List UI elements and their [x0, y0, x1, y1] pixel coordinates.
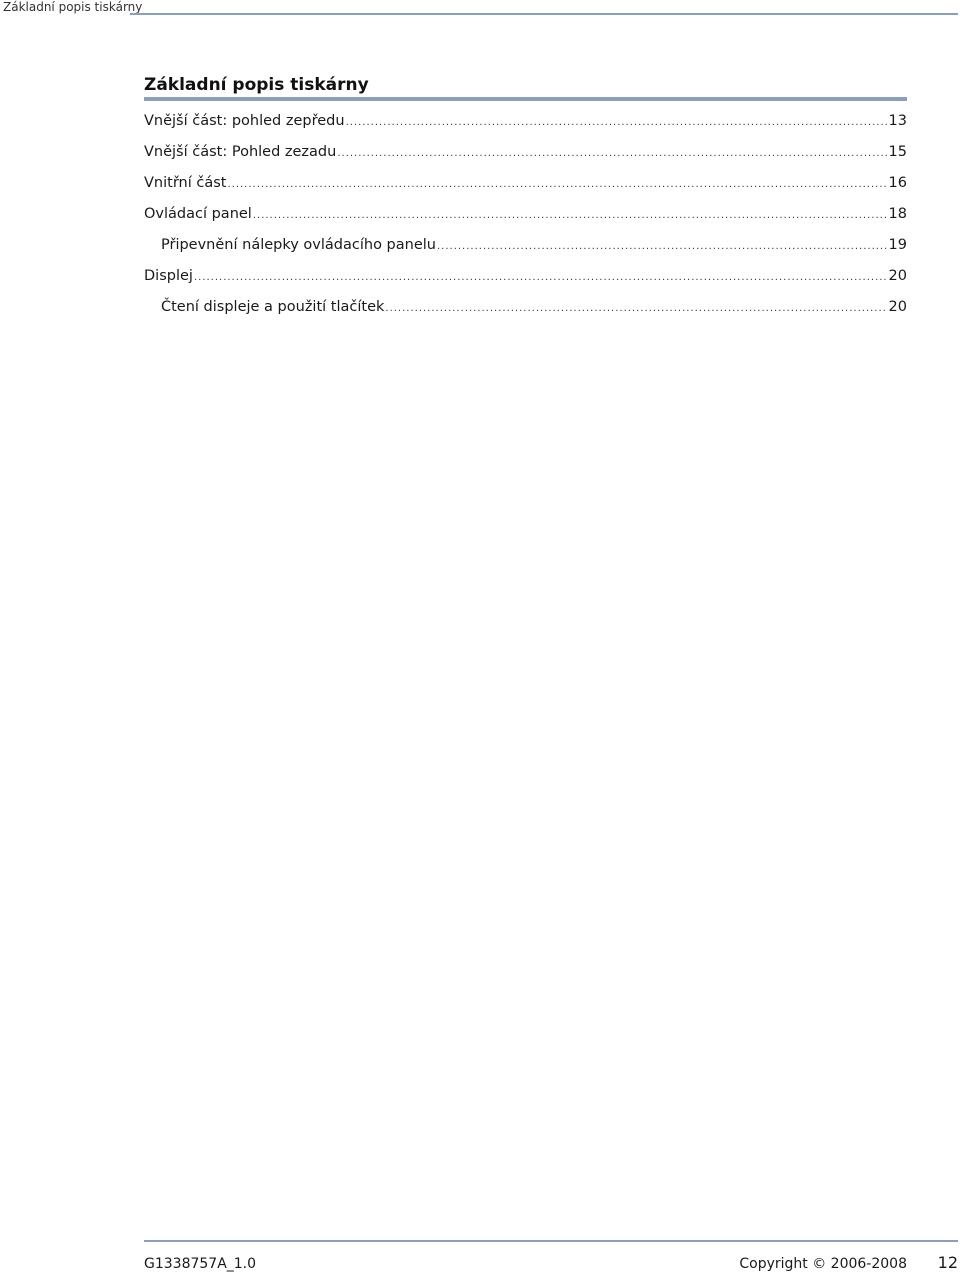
toc-subentry[interactable] [144, 297, 907, 328]
toc-dot-leader [337, 144, 887, 164]
toc-entry-label: Připevnění nálepky ovládacího panelu [161, 237, 436, 253]
toc-entry-page: 18 [888, 206, 907, 222]
toc-entry[interactable] [144, 173, 907, 204]
toc-entry-label: Vnitřní část [144, 175, 227, 191]
toc-entry-label: Displej [144, 268, 193, 284]
toc-entry-label: Čtení displeje a použití tlačítek [161, 299, 385, 315]
toc-entry[interactable] [144, 111, 907, 142]
toc-subentry[interactable] [144, 235, 907, 266]
table-of-contents [144, 111, 907, 328]
toc-dot-leader [346, 113, 888, 133]
header-rule [130, 13, 958, 15]
toc-dot-leader [227, 175, 887, 195]
footer-page-number: 12 [937, 1253, 958, 1272]
toc-entry-page: 20 [888, 299, 907, 315]
toc-entry-page: 16 [888, 175, 907, 191]
toc-dot-leader [253, 206, 888, 226]
toc-entry-label: Vnější část: pohled zepředu [144, 113, 345, 129]
title-rule [144, 97, 907, 101]
footer-rule [144, 1240, 958, 1242]
toc-entry-label: Vnější část: Pohled zezadu [144, 144, 337, 160]
toc-entry[interactable] [144, 204, 907, 235]
toc-dot-leader [385, 299, 887, 319]
toc-entry-page: 13 [888, 113, 907, 129]
footer-copyright: Copyright © 2006-2008 [739, 1256, 907, 1272]
toc-entry-label: Ovládací panel [144, 206, 252, 222]
toc-dot-leader [437, 237, 888, 257]
section-title: Základní popis tiskárny [144, 75, 369, 95]
toc-entry[interactable] [144, 266, 907, 297]
toc-entry[interactable] [144, 142, 907, 173]
toc-dot-leader [194, 268, 888, 288]
toc-entry-page: 20 [888, 268, 907, 284]
toc-entry-page: 19 [888, 237, 907, 253]
running-header: Základní popis tiskárny [3, 0, 143, 14]
footer-doc-id: G1338757A_1.0 [144, 1256, 257, 1272]
toc-entry-page: 15 [888, 144, 907, 160]
